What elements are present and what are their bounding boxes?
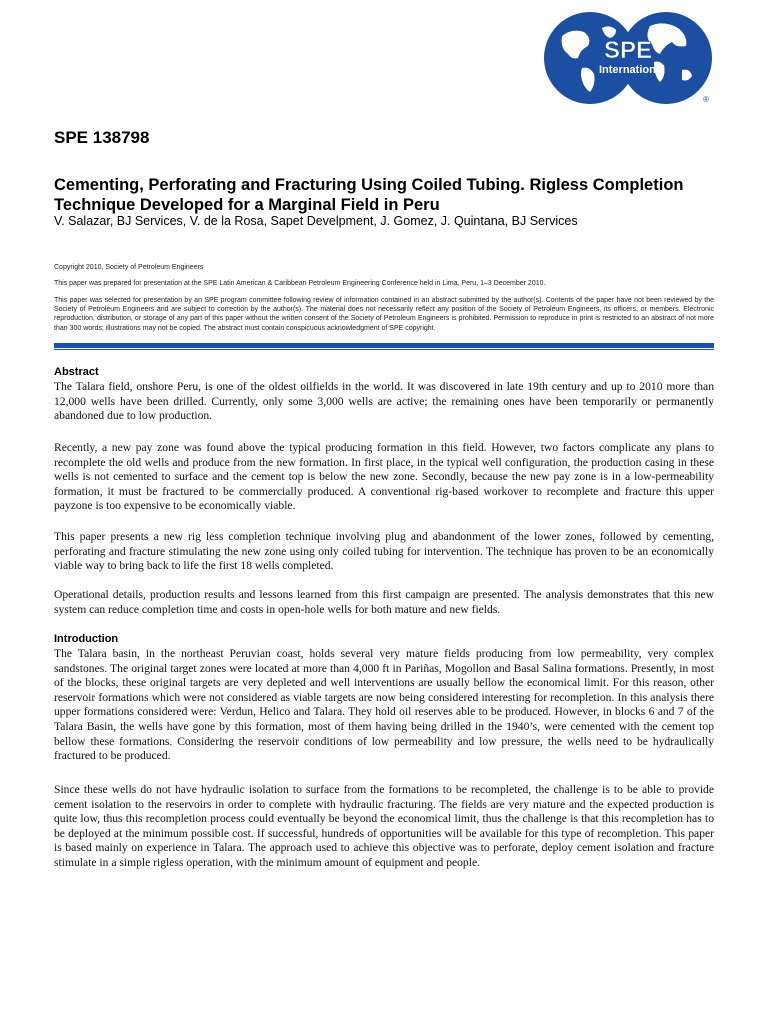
paper-id: SPE 138798 bbox=[54, 128, 150, 147]
copyright-notice: Copyright 2010, Society of Petroleum Engineers bbox=[54, 264, 204, 271]
introduction-heading: Introduction bbox=[54, 633, 119, 645]
svg-text:®: ® bbox=[703, 95, 709, 104]
abstract-paragraph: The Talara field, onshore Peru, is one of the oldest oilfields in the world. It was discovered in late 19th century and up to 2010 more than 12,000 wells have been drilled. Currently, only some 3,000 wells are active; the remaining ones have been temporarily or permanently abandoned due to low production. bbox=[54, 380, 714, 423]
abstract-paragraph: Operational details, production results and lessons learned from this first campaign are presented. The analysis demonstrates that this new system can reduce completion time and costs in open-hole wells for both mature and new fields. bbox=[54, 588, 714, 616]
header-divider bbox=[54, 343, 714, 348]
header-divider-thin bbox=[54, 349, 714, 350]
introduction-paragraph: Since these wells do not have hydraulic isolation to surface from the formations to be recompleted, the challenge is to be able to provide cement isolation to the reservoirs in order to complete with hydraulic fracturing. The fields are very mature and the expected production is quite low, thus this recompletion process could eventually be beyond the economical limit, thus the challenge is that this recompletion has to be deployed at the minimum possible cost. If successful, hundreds of opportunities will be available for this type of recompletion. This paper is based mainly on experience in Talara. The approach used to achieve this objective was to perforate, deploy cement isolation and fracture stimulate in a simple rigless operation, with the minimum amount of equipment and people. bbox=[54, 783, 714, 869]
conference-notice: This paper was prepared for presentation at the SPE Latin American & Caribbean Petroleum Engineering Conference held in Lima, Peru, 1–3 December 2010. bbox=[54, 280, 546, 287]
abstract-paragraph: This paper presents a new rig less completion technique involving plug and abandonment of the lower zones, followed by cementing, perforating and fracture stimulating the new zone using only coiled tubing for intervention. The technique has proven to be an economically viable way to bring back to life the first 18 wells completed. bbox=[54, 530, 714, 573]
abstract-paragraph: Recently, a new pay zone was found above the typical producing formation in this field. However, two factors complicate any plans to recomplete the old wells and produce from the new formation. In first place, in the typical well configuration, the production casing in these wells is not cemented to surface and the cement top is below the new zone. Secondly, because the new pay zone is in a low-permeability formation, it must be fractured to be commercially produced. A conventional rig-based workover to recomplete and fracture this upper payzone is too expensive to be economically viable. bbox=[54, 441, 714, 513]
author-list: V. Salazar, BJ Services, V. de la Rosa, Sapet Develpment, J. Gomez, J. Quintana, BJ Services bbox=[54, 214, 578, 228]
paper-title: Cementing, Perforating and Fracturing Using Coiled Tubing. Rigless Completion Technique Developed for a Marginal Field in Peru bbox=[54, 176, 684, 214]
introduction-paragraph: The Talara basin, in the northeast Peruvian coast, holds several very mature fields producing from low permeability, very complex sandstones. The original target zones were located at more than 4,000 ft in Pariñas, Mogollon and Basal Salina formations. Presently, in most of the blocks, these original targets are very depleted and well interventions are usually bellow the economical limit. For this reason, other reservoir formations which were not considered as viable targets are now being considered interesting for recompletion. In this analysis there upper formations considered were: Verdun, Helico and Talara. They hold oil reserves able to be produced. However, in blocks 6 and 7 of the Talara Basin, the wells have gone by this formation, most of them having being drilled in the 1940’s, were cemented with the cement top bellow these formations. Considering the reservoir conditions of low permeability and low pressure, the wells need to be hydraulically fractured to be produced. bbox=[54, 647, 714, 763]
svg-text:International: International bbox=[598, 64, 666, 76]
spe-international-logo bbox=[542, 6, 718, 110]
disclaimer-notice: This paper was selected for presentation by an SPE program committee following review of information contained in an abstract submitted by the author(s). Contents of the paper have not been reviewed by the Society of Petroleum Engineers and are subject to correction by the author(s). The material does not necessarily reflect any position of the Society of Petroleum Engineers, its officers, or members. Electronic reproduction, distribution, or storage of any part of this paper without the written consent of the Society of Petroleum Engineers is prohibited. Permission to reproduce in print is restricted to an abstract of not more than 300 words; illustrations may not be copied. The abstract must contain conspicuous acknowledgment of SPE copyright. bbox=[54, 297, 714, 332]
abstract-heading: Abstract bbox=[54, 366, 99, 378]
svg-text:SPE: SPE bbox=[603, 37, 653, 64]
